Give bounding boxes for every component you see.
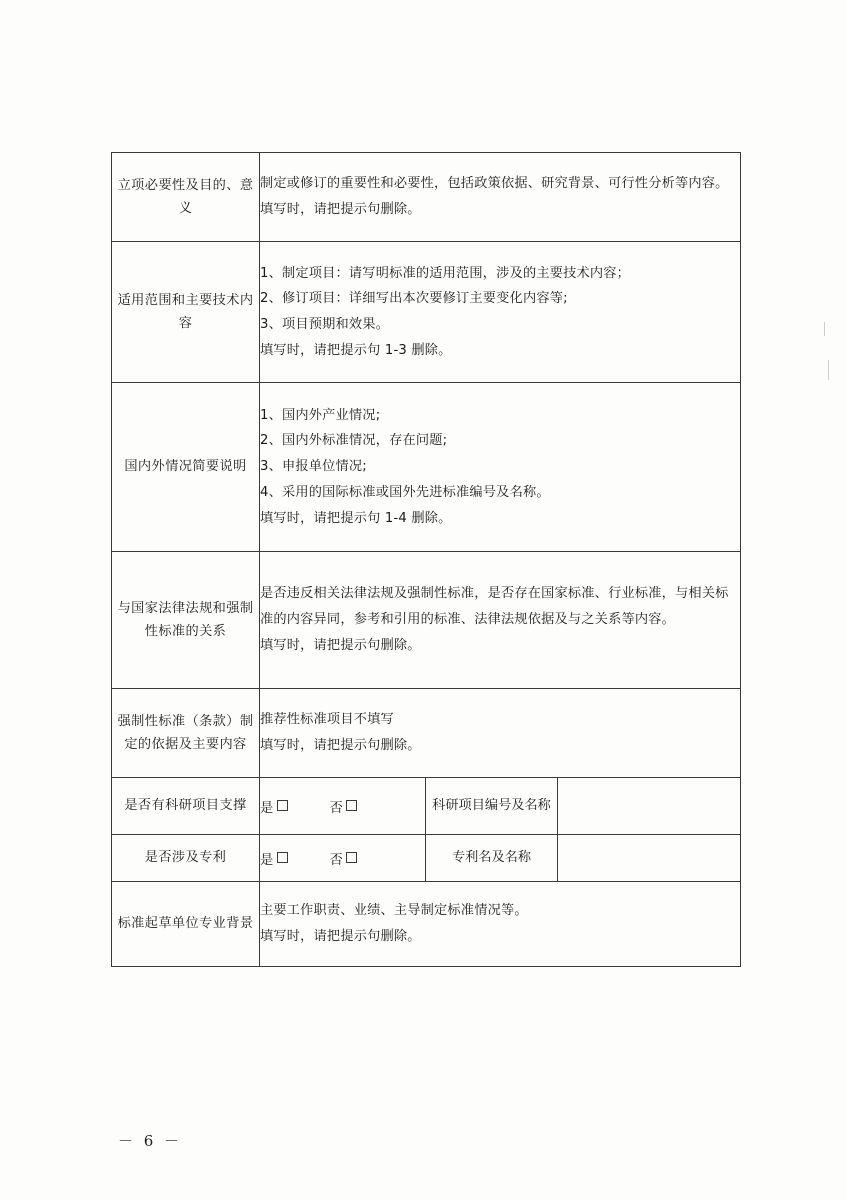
option-yes-label: 是 [260,800,274,816]
content-line: 推荐性标准项目不填写 [260,712,394,728]
research-support-options [260,778,426,835]
row-content-scope [260,242,741,383]
content-line: 2、修订项目：详细写出本次要修订主要变化内容等; [260,291,568,307]
content-line: 填写时，请把提示句 1-4 删除。 [260,510,452,526]
row-label-patent: 是否涉及专利 [112,835,260,882]
content-line: 1、制定项目：请写明标准的适用范围，涉及的主要技术内容； [260,265,631,281]
content-line: 4、采用的国际标准或国外先进标准编号及名称。 [260,484,550,500]
option-yes[interactable] [260,797,288,816]
row-label-mandatory-basis: 强制性标准（条款）制定的依据及主要内容 [112,689,260,778]
row-content-domestic-overseas [260,383,741,552]
content-line: 填写时，请把提示句删除。 [260,202,421,217]
table-row [112,153,741,242]
table-row [112,778,741,835]
table-row [112,882,741,967]
research-project-number-label: 科研项目编号及名称 [426,778,558,835]
checkbox-no[interactable] [346,800,357,811]
table-row [112,383,741,552]
table-row [112,552,741,689]
patent-options [260,835,426,882]
option-no[interactable] [330,797,358,816]
option-yes-label: 是 [260,852,274,868]
row-content-mandatory-basis [260,689,741,778]
row-label-research-support: 是否有科研项目支撑 [112,778,260,835]
option-no[interactable] [330,849,358,868]
checkbox-yes[interactable] [277,800,288,811]
row-label-drafting-unit: 标准起草单位专业背景 [112,882,260,967]
row-label-scope: 适用范围和主要技术内容 [112,242,260,383]
scan-edge-mark [824,322,825,336]
content-line: 1、国内外产业情况; [260,407,381,423]
scan-edge-mark [828,360,829,380]
standard-project-form [111,152,740,967]
row-label-law-relation: 与国家法律法规和强制性标准的关系 [112,552,260,689]
page-number: － 6 － [117,1132,183,1150]
checkbox-yes[interactable] [277,852,288,863]
row-content-drafting-unit [260,882,741,967]
option-no-label: 否 [329,800,344,816]
content-line: 填写时，请把提示句删除。 [260,738,421,753]
option-no-label: 否 [329,852,344,868]
table-row [112,689,741,778]
content-line: 3、项目预期和效果。 [260,317,390,332]
row-content-law-relation [260,552,741,689]
table-row [112,835,741,882]
content-line: 2、国内外标准情况，存在问题; [260,433,448,449]
content-line: 填写时，请把提示句删除。 [260,929,421,944]
content-line: 3、申报单位情况; [260,459,367,475]
checkbox-no[interactable] [346,852,357,863]
patent-name-value[interactable] [558,835,741,882]
row-label-necessity: 立项必要性及目的、意义 [112,153,260,242]
content-line: 主要工作职责、业绩、主导制定标准情况等。 [260,903,528,919]
row-content-necessity [260,153,741,242]
row-label-domestic-overseas: 国内外情况简要说明 [112,383,260,552]
content-line: 填写时，请把提示句 1-3 删除。 [260,342,452,358]
option-yes[interactable] [260,849,288,868]
content-line: 制定或修订的重要性和必要性，包括政策依据、研究背景、可行性分析等内容。 [260,176,729,192]
table-row [112,242,741,383]
content-line: 填写时，请把提示句删除。 [260,637,421,653]
research-project-number-value[interactable] [558,778,741,835]
form-table [111,152,741,967]
content-line: 是否违反相关法律法规及强制性标准，是否存在国家标准、行业标准，与相关标准的内容异同，参考和引用的标准、法律法规依据及与之关系等内容。 [260,586,729,628]
patent-name-label: 专利名及名称 [426,835,558,882]
